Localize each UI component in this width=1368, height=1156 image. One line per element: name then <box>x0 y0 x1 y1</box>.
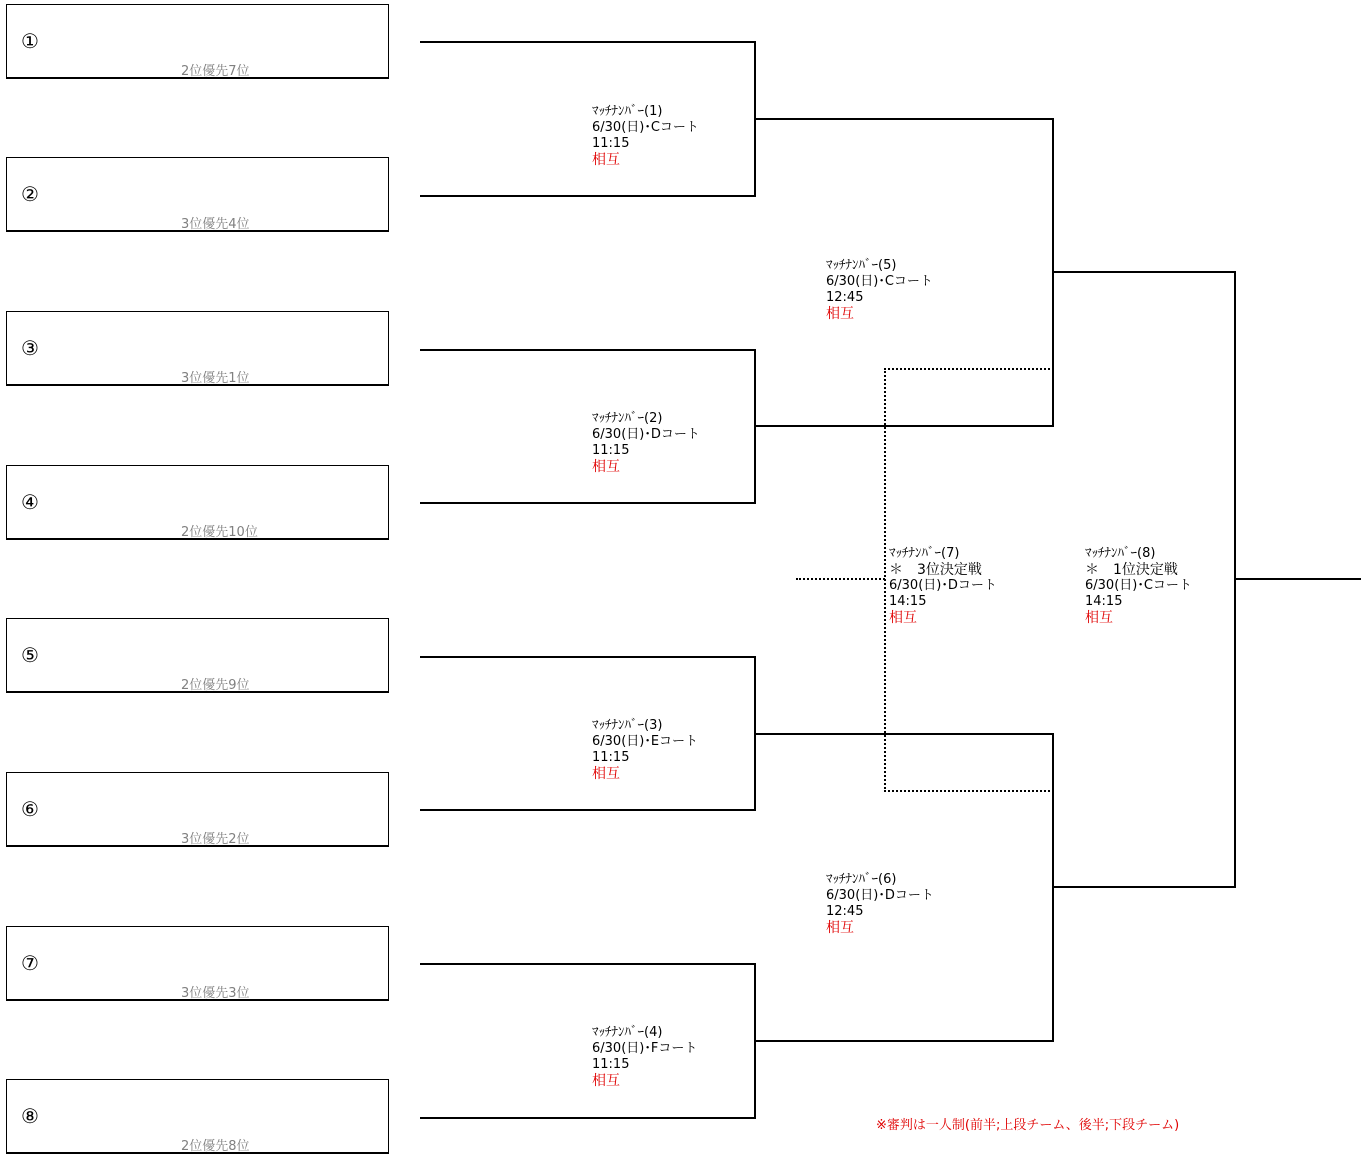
match-info-3 <box>592 718 698 782</box>
match-title: ﾏｯﾁﾅﾝﾊﾞｰ(3) <box>592 718 663 733</box>
match-info-5 <box>826 258 933 322</box>
third-place-line <box>884 368 886 792</box>
bracket-line <box>1053 886 1236 888</box>
bracket-line <box>420 41 755 43</box>
seed-label: 2位優先8位 <box>181 1139 250 1154</box>
referee-note: ※審判は一人制(前半;上段チーム、後半;下段チーム) <box>876 1118 1180 1133</box>
match-info-4 <box>592 1025 697 1089</box>
match-time: 14:15 <box>1085 594 1123 609</box>
third-place-line <box>884 790 1054 792</box>
match-date-court: 6/30(日)･Dコート <box>889 578 997 593</box>
match-time: 11:15 <box>592 1057 630 1072</box>
seed-label: 3位優先3位 <box>181 986 250 1001</box>
match-label: ＊ 1位決定戦 <box>1085 562 1178 578</box>
match-date-court: 6/30(日)･Fコート <box>592 1041 698 1056</box>
match-label: ＊ 3位決定戦 <box>889 562 982 578</box>
match-referee: 相互 <box>1085 610 1113 626</box>
team-slot-8 <box>6 1079 389 1154</box>
match-referee: 相互 <box>826 920 854 936</box>
team-number: ⑥ <box>21 797 39 821</box>
seed-label: 3位優先1位 <box>181 371 250 386</box>
match-title: ﾏｯﾁﾅﾝﾊﾞｰ(8) <box>1085 546 1156 561</box>
match-info-7 <box>889 546 997 626</box>
match-title: ﾏｯﾁﾅﾝﾊﾞｰ(6) <box>826 872 897 887</box>
match-info-6 <box>826 872 934 936</box>
match-referee: 相互 <box>592 152 620 168</box>
team-slot-6 <box>6 772 389 847</box>
team-slot-4 <box>6 465 389 540</box>
bracket-line <box>420 963 755 965</box>
seed-label: 2位優先9位 <box>181 678 250 693</box>
match-date-court: 6/30(日)･Dコート <box>826 888 934 903</box>
bracket-line <box>755 733 1054 735</box>
bracket-line <box>420 195 755 197</box>
team-slot-3 <box>6 311 389 386</box>
bracket-line <box>755 118 1054 120</box>
seed-label: 2位優先7位 <box>181 64 250 79</box>
bracket-line <box>755 425 1054 427</box>
team-slot-1 <box>6 4 389 79</box>
team-number: ⑧ <box>21 1104 39 1128</box>
team-slot-5 <box>6 618 389 693</box>
match-info-1 <box>592 104 699 168</box>
match-date-court: 6/30(日)･Eコート <box>592 734 699 749</box>
match-referee: 相互 <box>826 306 854 322</box>
match-time: 12:45 <box>826 290 864 305</box>
match-date-court: 6/30(日)･Dコート <box>592 427 700 442</box>
bracket-line <box>420 502 755 504</box>
match-referee: 相互 <box>889 610 917 626</box>
match-date-court: 6/30(日)･Cコート <box>826 274 933 289</box>
match-title: ﾏｯﾁﾅﾝﾊﾞｰ(2) <box>592 411 663 426</box>
match-info-8 <box>1085 546 1192 626</box>
team-number: ⑦ <box>21 951 39 975</box>
third-place-line <box>884 368 1054 370</box>
bracket-line <box>1235 578 1361 580</box>
team-slot-7 <box>6 926 389 1001</box>
bracket-line <box>420 349 755 351</box>
bracket-line <box>755 1040 1054 1042</box>
match-date-court: 6/30(日)･Cコート <box>592 120 699 135</box>
match-title: ﾏｯﾁﾅﾝﾊﾞｰ(7) <box>889 546 960 561</box>
match-info-2 <box>592 411 700 475</box>
match-time: 11:15 <box>592 443 630 458</box>
match-referee: 相互 <box>592 766 620 782</box>
team-number: ③ <box>21 336 39 360</box>
match-time: 11:15 <box>592 750 630 765</box>
match-referee: 相互 <box>592 1073 620 1089</box>
team-number: ① <box>21 29 39 53</box>
team-slot-2 <box>6 157 389 232</box>
seed-label: 3位優先2位 <box>181 832 250 847</box>
match-time: 14:15 <box>889 594 927 609</box>
seed-label: 2位優先10位 <box>181 525 258 540</box>
team-number: ④ <box>21 490 39 514</box>
bracket-line <box>420 656 755 658</box>
match-title: ﾏｯﾁﾅﾝﾊﾞｰ(5) <box>826 258 897 273</box>
bracket-line <box>420 809 755 811</box>
match-title: ﾏｯﾁﾅﾝﾊﾞｰ(4) <box>592 1025 663 1040</box>
match-time: 11:15 <box>592 136 630 151</box>
bracket-line <box>1053 271 1236 273</box>
match-referee: 相互 <box>592 459 620 475</box>
seed-label: 3位優先4位 <box>181 217 250 232</box>
team-number: ② <box>21 182 39 206</box>
team-number: ⑤ <box>21 643 39 667</box>
bracket-line <box>420 1117 755 1119</box>
third-place-line <box>796 578 885 580</box>
match-time: 12:45 <box>826 904 864 919</box>
match-title: ﾏｯﾁﾅﾝﾊﾞｰ(1) <box>592 104 663 119</box>
match-date-court: 6/30(日)･Cコート <box>1085 578 1192 593</box>
